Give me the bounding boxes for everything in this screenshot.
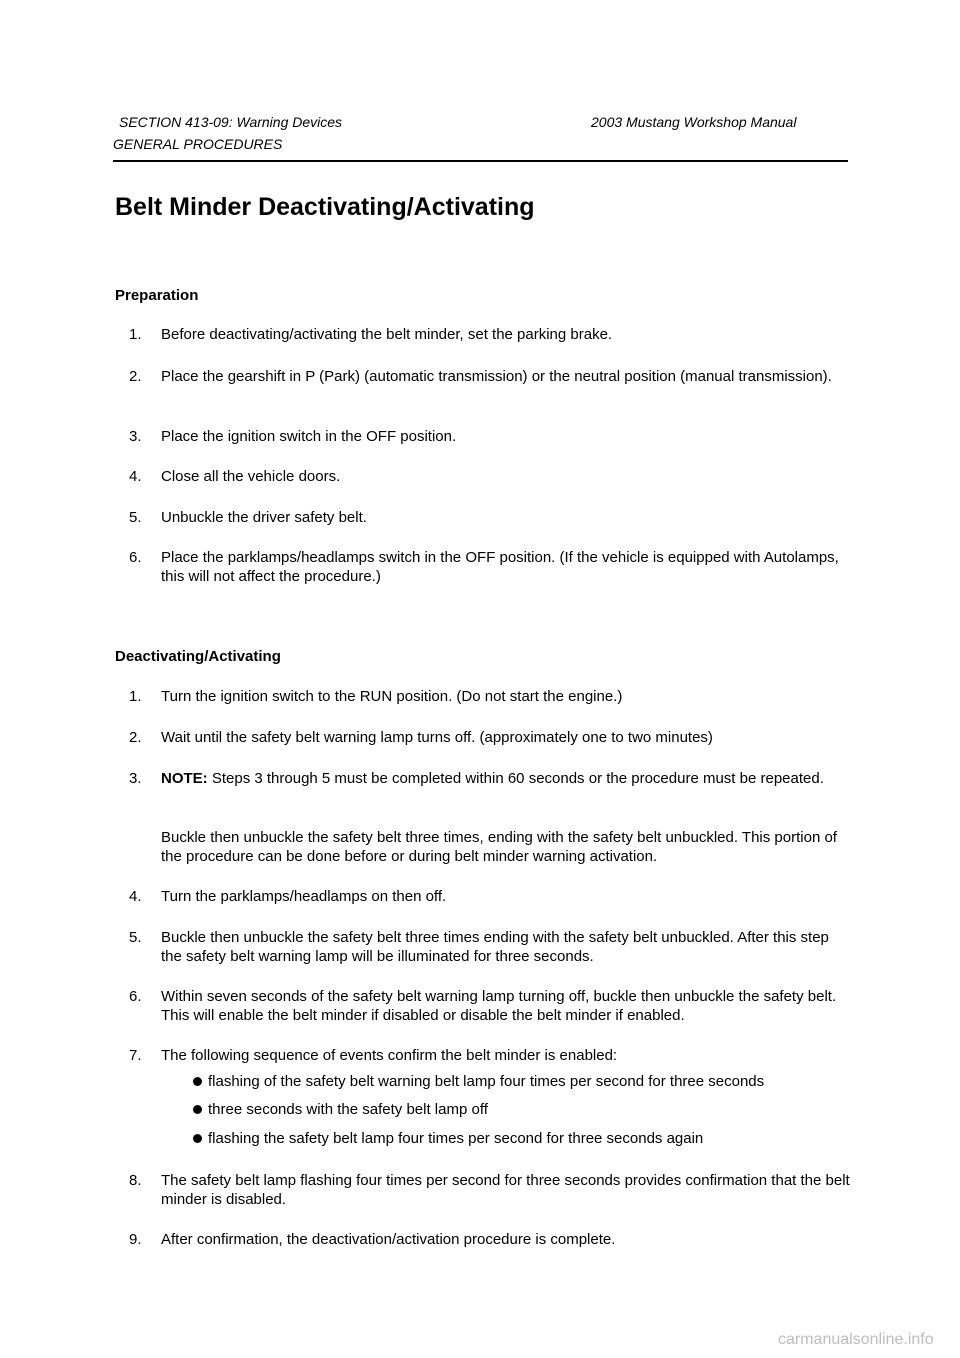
bullet-text: flashing of the safety belt warning belt lamp four times per second for three seconds <box>208 1073 765 1090</box>
header-divider <box>113 160 848 162</box>
step-number: 9. <box>129 1231 142 1248</box>
step-text: Turn the parklamps/headlamps on then off. <box>161 888 447 905</box>
step-number: 4. <box>129 468 142 485</box>
step-number: 3. <box>129 770 142 787</box>
step-note <box>161 769 851 788</box>
step-number: 2. <box>129 368 142 385</box>
bullet-text: three seconds with the safety belt lamp off <box>208 1101 488 1118</box>
step-number: 8. <box>129 1172 142 1189</box>
step-text: The following sequence of events confirm the belt minder is enabled: <box>161 1047 618 1064</box>
step-number: 5. <box>129 509 142 526</box>
step-number: 5. <box>129 929 142 946</box>
step-number: 6. <box>129 549 142 566</box>
deactivating-heading: Deactivating/Activating <box>115 648 281 665</box>
step-text: Wait until the safety belt warning lamp turns off. (approximately one to two minutes) <box>161 729 713 746</box>
bullet-text: flashing the safety belt lamp four times per second for three seconds again <box>208 1130 704 1147</box>
subsection-label: GENERAL PROCEDURES <box>113 136 283 152</box>
bullet-icon <box>193 1105 202 1114</box>
note-label: NOTE: <box>161 770 208 787</box>
page-title: Belt Minder Deactivating/Activating <box>115 193 535 221</box>
bullet-icon <box>193 1134 202 1143</box>
step-number: 1. <box>129 326 142 343</box>
step-number: 2. <box>129 729 142 746</box>
step-text: Place the gearshift in P (Park) (automatic transmission) or the neutral position (manual transmission). <box>161 368 832 385</box>
preparation-heading: Preparation <box>115 287 199 304</box>
step-text: Place the ignition switch in the OFF position. <box>161 428 457 445</box>
step-text: Place the parklamps/headlamps switch in the OFF position. (If the vehicle is equipped with Autolamps, this will not affect the procedure.) <box>161 549 839 585</box>
step-number: 3. <box>129 428 142 445</box>
step-text: Unbuckle the driver safety belt. <box>161 509 367 526</box>
section-label: SECTION 413-09: Warning Devices <box>119 114 343 130</box>
step-text: Buckle then unbuckle the safety belt three times, ending with the safety belt unbuckled. This portion of the procedure can be done before or during belt minder warning activation. <box>161 829 837 865</box>
step-text: The safety belt lamp flashing four times per second for three seconds provides confirmation that the belt minder is disabled. <box>161 1172 850 1208</box>
step-number: 7. <box>129 1047 142 1064</box>
step-number: 4. <box>129 888 142 905</box>
watermark: carmanualsonline.info <box>778 1331 934 1348</box>
bullet-icon <box>193 1077 202 1086</box>
step-text: Within seven seconds of the safety belt warning lamp turning off, buckle then unbuckle the safety belt. This will enable the belt minder if disabled or disable the belt minder if enabled. <box>161 988 837 1024</box>
step-text: Buckle then unbuckle the safety belt three times ending with the safety belt unbuckled. After this step the safety belt warning lamp will be illuminated for three seconds. <box>161 929 829 965</box>
step-text: After confirmation, the deactivation/activation procedure is complete. <box>161 1231 616 1248</box>
step-text: Close all the vehicle doors. <box>161 468 341 485</box>
manual-label: 2003 Mustang Workshop Manual <box>591 114 797 130</box>
step-text: Before deactivating/activating the belt minder, set the parking brake. <box>161 326 613 343</box>
step-text: Turn the ignition switch to the RUN position. (Do not start the engine.) <box>161 688 623 705</box>
step-number: 1. <box>129 688 142 705</box>
note-text: Steps 3 through 5 must be completed within 60 seconds or the procedure must be repeated. <box>207 770 824 787</box>
step-number: 6. <box>129 988 142 1005</box>
